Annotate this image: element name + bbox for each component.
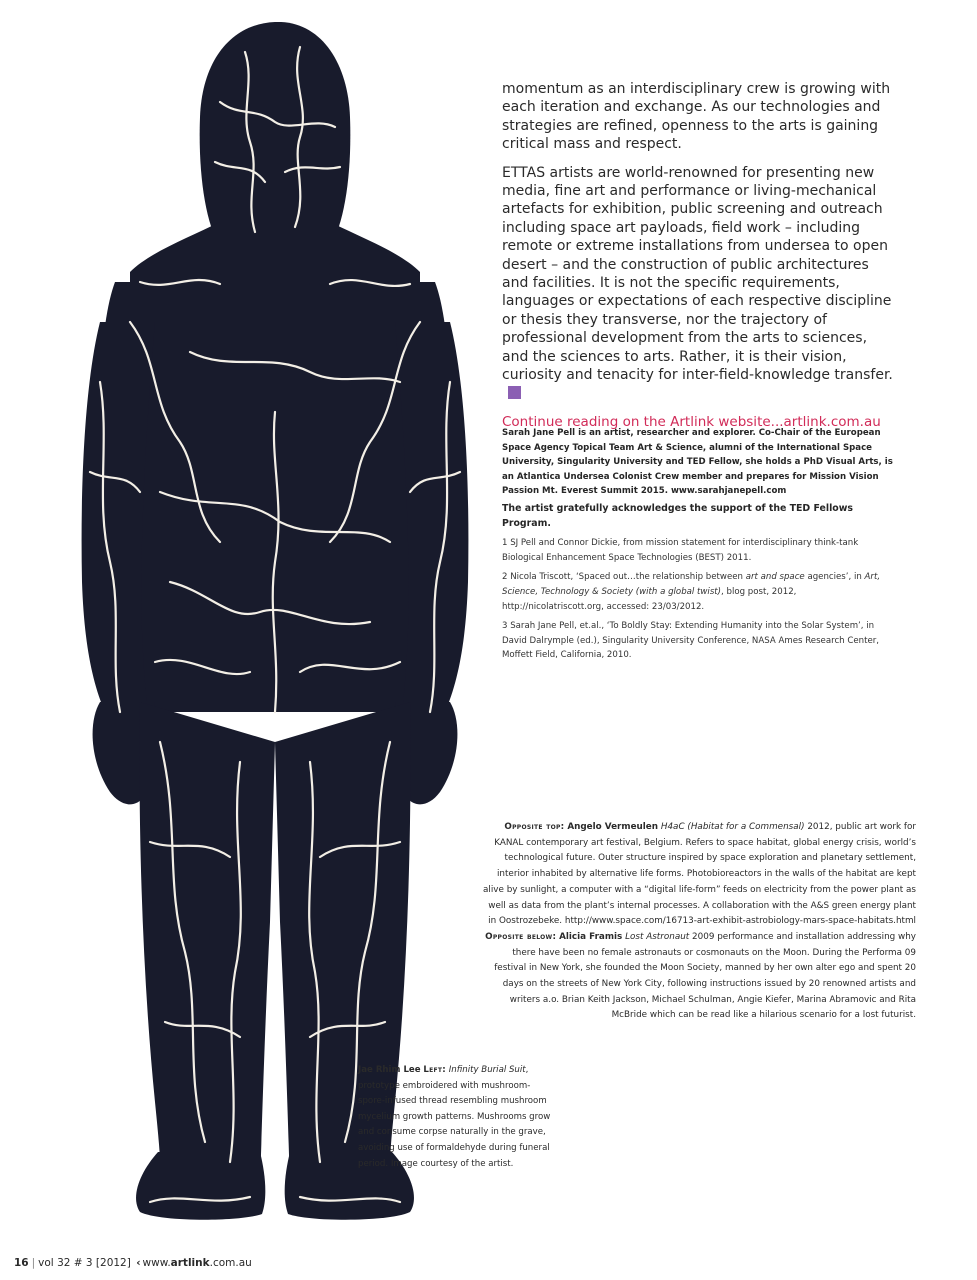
issue-info: vol 32 # 3 [2012]	[38, 1257, 131, 1269]
article-body	[502, 80, 894, 431]
footnote-3: 3 Sarah Jane Pell, et.al., ‘To Boldly Stay: Extending Humanity into the Solar System’, in David Dalrymple (ed.), Singularity University Conference, NASA Ames Research Center, Moffett Field, California, 2010.	[502, 621, 879, 661]
footer-url-brand: artlink	[170, 1257, 210, 1269]
author-bio: Sarah Jane Pell is an artist, researcher and explorer. Co-Chair of the European Space Agency Topical Team Art & Science, alumni of the International Space University, Singularity University and TED Fellow, she holds a PhD Visual Arts, is an Atlantica Undersea Colonist Crew member and prepares for Mission Vision Passion Mt. Everest Summit 2015. www.sarahjanepell.com	[502, 428, 893, 497]
footer-separator: |	[31, 1257, 36, 1269]
opposite-top-artist: Angelo Vermeulen	[567, 822, 659, 832]
footnote-1: 1 SJ Pell and Connor Dickie, from mission statement for interdisciplinary think-tank Biological Enhancement Space Technologies (BEST) 2011.	[502, 538, 859, 563]
suit-caption	[358, 1063, 554, 1172]
footer-url[interactable]	[143, 1257, 252, 1269]
suit-caption-artist: Jae Rhim Lee	[358, 1065, 421, 1075]
article-paragraph-1: momentum as an interdisciplinary crew is growing with each iteration and exchange. As our technologies and strategies are refined, openness to the arts is gaining critical mass and respect.	[502, 81, 891, 153]
opposite-top-label: Opposite top:	[504, 822, 565, 832]
opposite-captions	[482, 820, 916, 1024]
footnote-2-mid: agencies’, in	[804, 572, 865, 583]
infinity-burial-suit-photo	[70, 22, 480, 1222]
author-bio-block	[502, 426, 894, 663]
opposite-top-text: 2012, public art work for KANAL contemporary art festival, Belgium. Refers to space habitat, global energy crisis, world’s technological future. Outer structure inspired by space exploration and planetary settlement, interior inhabited by alternative life forms. Photobioreactors in the walls of the habitat are kept alive by sunlight, a computer with a “digital life-form” feeds on electricity from the power plant as well as data from the plant’s internal processes. A collaboration with the A&S green energy plant in Oostrozebeke. http://www.space.com/16713-art-exhibit-astrobiology-mars-space-habitats.html	[483, 822, 916, 927]
article-paragraph-2	[502, 164, 894, 403]
page-footer	[14, 1257, 252, 1269]
suit-caption-text	[358, 1063, 554, 1172]
suit-caption-label: Left:	[423, 1065, 447, 1075]
footnote-2-pre: 2 Nicola Triscott, ‘Spaced out…the relationship between	[502, 572, 746, 583]
footnote-2-em: art and space	[745, 572, 805, 583]
suit-caption-body: , prototype embroidered with mushroom-spore-infused thread resembling mushroom mycelium growth patterns. Mushrooms grow and consume corpse naturally in the grave, avoiding use of formaldehyde during funeral period. Image courtesy of the artist.	[358, 1065, 551, 1169]
footer-url-post: .com.au	[209, 1257, 252, 1269]
page-number: 16	[14, 1257, 29, 1269]
article-paragraph-2-text: ETTAS artists are world-renowned for presenting new media, fine art and performance or living-mechanical artefacts for exhibition, public screening and outreach including space art payloads, field work – including remote or extreme installations from undersea to open desert – and the construction of public architectures and facilities. It is not the specific requirements, languages or expectations of each respective discipline or thesis they transverse, nor the trajectory of professional development from the arts to sciences, and the sciences to arts. Rather, it is their vision, curiosity and tenacity for inter-field-knowledge transfer.	[502, 164, 893, 384]
opposite-below-text: 2009 performance and installation addressing why there have been no female astronauts or cosmonauts on the Moon. During the Performa 09 festival in New York, she founded the Moon Society, manned by her own alter ego and spent 20 days on the streets of New York City, following instructions issued by 20 renowned artists and writers a.o. Brian Keith Jackson, Michael Schulman, Angie Kiefer, Marina Abramovic and Rita McBride which can be read like a hilarious scenario for a lost futurist.	[494, 931, 916, 1021]
end-of-article-square-icon	[508, 386, 521, 399]
opposite-below-title: Lost Astronaut	[625, 931, 690, 942]
footer-url-pre: www.	[142, 1257, 171, 1269]
footnote-2	[502, 570, 894, 614]
opposite-caption-text	[482, 820, 916, 1024]
support-acknowledgement: The artist gratefully acknowledges the support of the TED Fellows Program.	[502, 502, 853, 529]
footnote-2-title: Art, Science, Technology & Society (with a global twist)	[502, 572, 881, 597]
footnote-2-post: , blog post, 2012, http://nicolatriscott.org, accessed: 23/03/2012.	[502, 586, 797, 612]
opposite-below-artist: Alicia Framis	[559, 931, 623, 942]
infinity-burial-suit-figure	[70, 22, 480, 1222]
opposite-below-label: Opposite below:	[485, 931, 557, 942]
chevron-left-icon: ‹	[136, 1257, 141, 1269]
continue-reading-link[interactable]: Continue reading on the Artlink website...artlink.com.au	[502, 413, 881, 430]
suit-caption-title: Infinity Burial Suit	[448, 1065, 526, 1075]
opposite-top-title: H4aC (Habitat for a Commensal)	[660, 822, 805, 832]
